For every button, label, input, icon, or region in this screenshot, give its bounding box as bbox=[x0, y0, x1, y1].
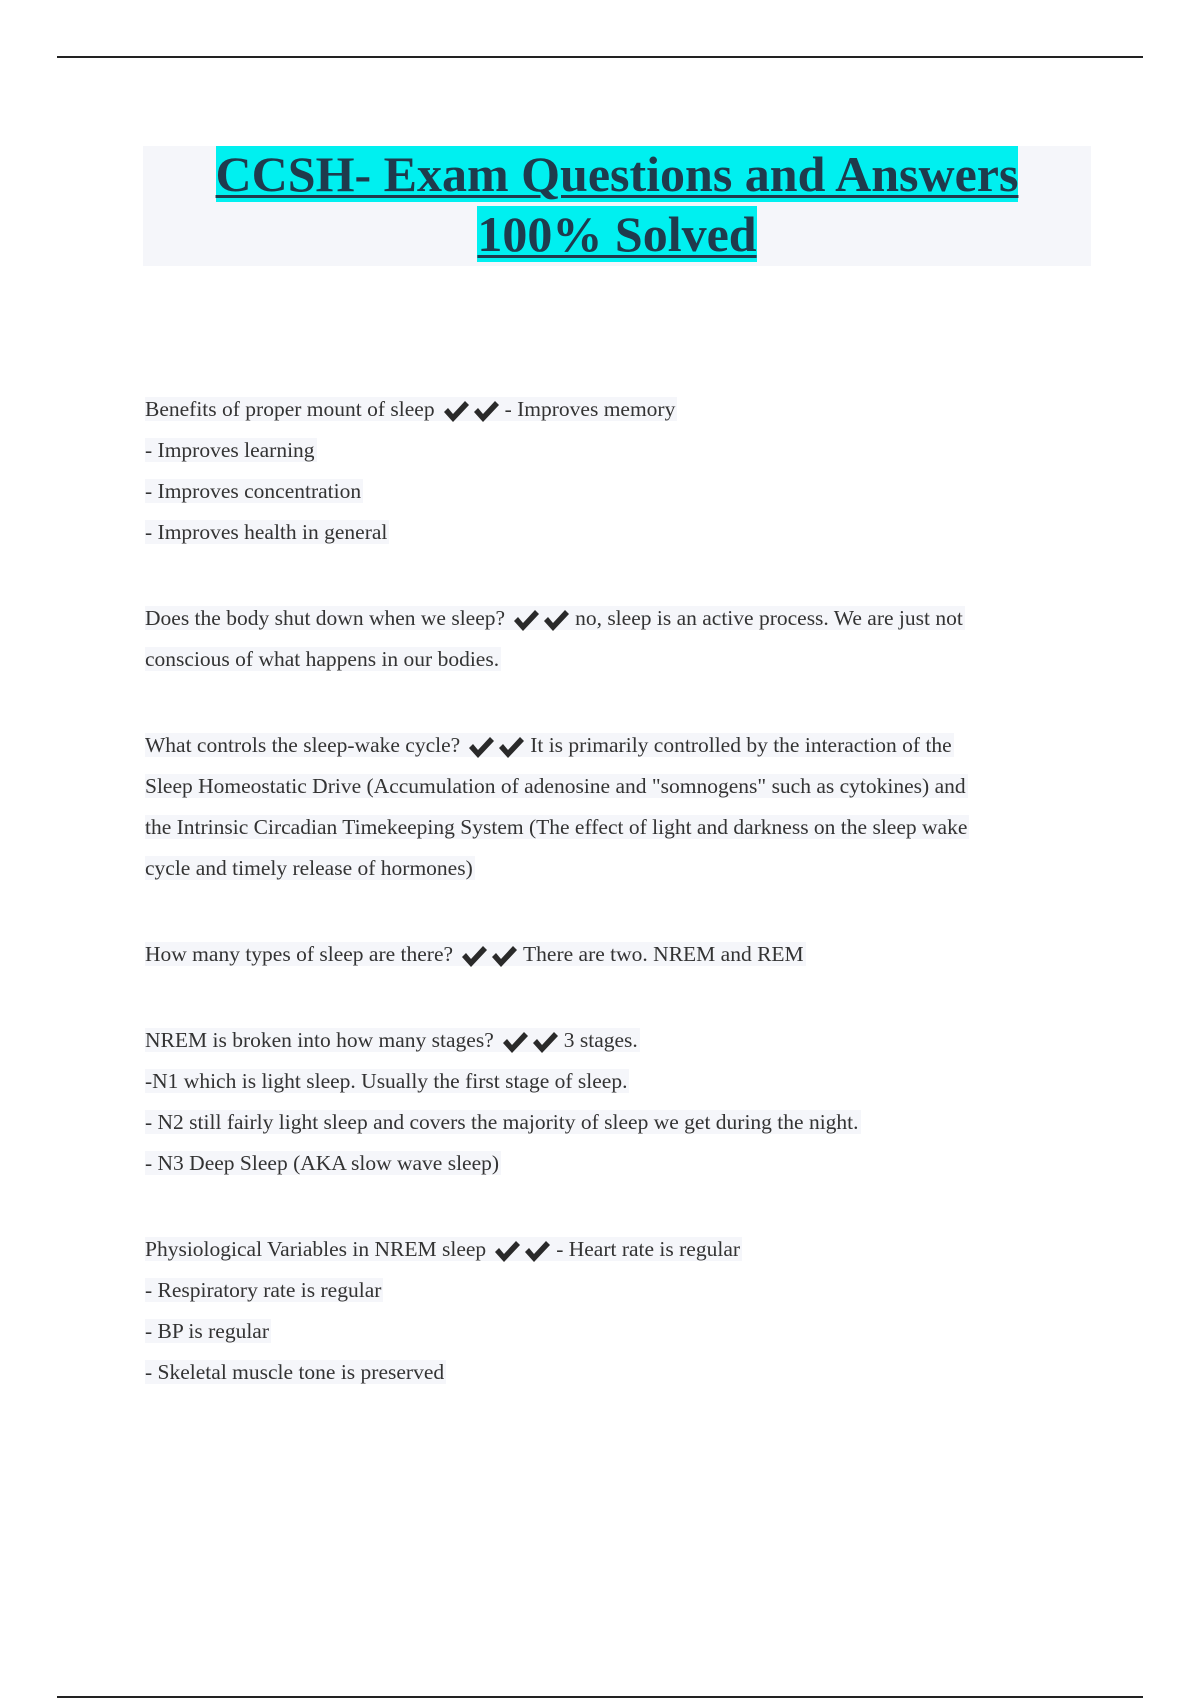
answer-line-text: - Improves health in general bbox=[145, 520, 388, 544]
qa-highlight bbox=[145, 942, 806, 966]
qa-first-line bbox=[145, 1019, 1085, 1061]
check-icon bbox=[541, 606, 571, 634]
qa-highlight bbox=[145, 397, 677, 421]
header-rule bbox=[57, 56, 1143, 58]
double-check-icon bbox=[500, 1028, 560, 1056]
answer-line bbox=[145, 512, 1085, 553]
page-title-line-1: CCSH- Exam Questions and Answers bbox=[215, 146, 1019, 202]
answer-line bbox=[145, 766, 1085, 807]
answer-line-text: cycle and timely release of hormones) bbox=[145, 856, 473, 880]
check-icon bbox=[441, 397, 471, 425]
answer-line-text: Sleep Homeostatic Drive (Accumulation of adenosine and "somnogens" such as cytokines) and bbox=[145, 774, 966, 798]
answer-line bbox=[145, 1270, 1085, 1311]
qa-highlight bbox=[145, 1028, 640, 1052]
answer-line-text: - Respiratory rate is regular bbox=[145, 1278, 382, 1302]
question-text: Does the body shut down when we sleep? bbox=[145, 606, 506, 630]
qa-first-line bbox=[145, 388, 1085, 430]
double-check-icon bbox=[492, 1237, 552, 1265]
footer-rule bbox=[57, 1696, 1143, 1698]
answer-line-text: - Improves concentration bbox=[145, 479, 362, 503]
check-icon bbox=[496, 733, 526, 761]
qa-item bbox=[145, 388, 1085, 553]
answer-line bbox=[145, 430, 1085, 471]
answer-line-text: - N3 Deep Sleep (AKA slow wave sleep) bbox=[145, 1151, 500, 1175]
check-icon bbox=[500, 1028, 530, 1056]
check-icon bbox=[530, 1028, 560, 1056]
answer-line-text: - Skeletal muscle tone is preserved bbox=[145, 1360, 445, 1384]
qa-highlight bbox=[145, 1237, 742, 1261]
answer-text: no, sleep is an active process. We are just not bbox=[575, 606, 963, 630]
answer-line bbox=[145, 471, 1085, 512]
answer-line bbox=[145, 848, 1085, 889]
qa-item bbox=[145, 1228, 1085, 1393]
answer-line bbox=[145, 1311, 1085, 1352]
qa-item bbox=[145, 1019, 1085, 1184]
check-icon bbox=[459, 942, 489, 970]
qa-item bbox=[145, 724, 1085, 889]
check-icon bbox=[522, 1237, 552, 1265]
check-icon bbox=[511, 606, 541, 634]
question-text: NREM is broken into how many stages? bbox=[145, 1028, 494, 1052]
check-icon bbox=[489, 942, 519, 970]
qa-highlight bbox=[145, 733, 954, 757]
qa-first-line bbox=[145, 724, 1085, 766]
answer-line-text: - Improves learning bbox=[145, 438, 315, 462]
answer-line bbox=[145, 1352, 1085, 1393]
qa-first-line bbox=[145, 933, 1085, 975]
page-title-line-2: 100% Solved bbox=[477, 206, 757, 262]
answer-line bbox=[145, 1143, 1085, 1184]
question-text: How many types of sleep are there? bbox=[145, 942, 454, 966]
question-text: Physiological Variables in NREM sleep bbox=[145, 1237, 487, 1261]
check-icon bbox=[471, 397, 501, 425]
answer-line-text: the Intrinsic Circadian Timekeeping System (The effect of light and darkness on the sleep wake bbox=[145, 815, 968, 839]
double-check-icon bbox=[441, 397, 501, 425]
qa-item bbox=[145, 933, 1085, 975]
question-text: Benefits of proper mount of sleep bbox=[145, 397, 435, 421]
answer-line-text: - N2 still fairly light sleep and covers the majority of sleep we get during the night. bbox=[145, 1110, 859, 1134]
answer-line-text: conscious of what happens in our bodies. bbox=[145, 647, 500, 671]
answer-line bbox=[145, 807, 1085, 848]
answer-line bbox=[145, 1102, 1085, 1143]
double-check-icon bbox=[466, 733, 526, 761]
answer-text: - Heart rate is regular bbox=[556, 1237, 741, 1261]
answer-line-text: - BP is regular bbox=[145, 1319, 270, 1343]
answer-line bbox=[145, 639, 1085, 680]
qa-first-line bbox=[145, 597, 1085, 639]
check-icon bbox=[492, 1237, 522, 1265]
qa-first-line bbox=[145, 1228, 1085, 1270]
answer-text: 3 stages. bbox=[563, 1028, 638, 1052]
answer-text: There are two. NREM and REM bbox=[523, 942, 804, 966]
double-check-icon bbox=[459, 942, 519, 970]
qa-list bbox=[145, 388, 1085, 1437]
answer-line bbox=[145, 1061, 1085, 1102]
answer-text: It is primarily controlled by the interaction of the bbox=[530, 733, 952, 757]
double-check-icon bbox=[511, 606, 571, 634]
title-block bbox=[143, 146, 1091, 266]
qa-item bbox=[145, 597, 1085, 680]
check-icon bbox=[466, 733, 496, 761]
answer-text: - Improves memory bbox=[504, 397, 676, 421]
qa-highlight bbox=[145, 606, 965, 630]
question-text: What controls the sleep-wake cycle? bbox=[145, 733, 461, 757]
answer-line-text: -N1 which is light sleep. Usually the first stage of sleep. bbox=[145, 1069, 628, 1093]
